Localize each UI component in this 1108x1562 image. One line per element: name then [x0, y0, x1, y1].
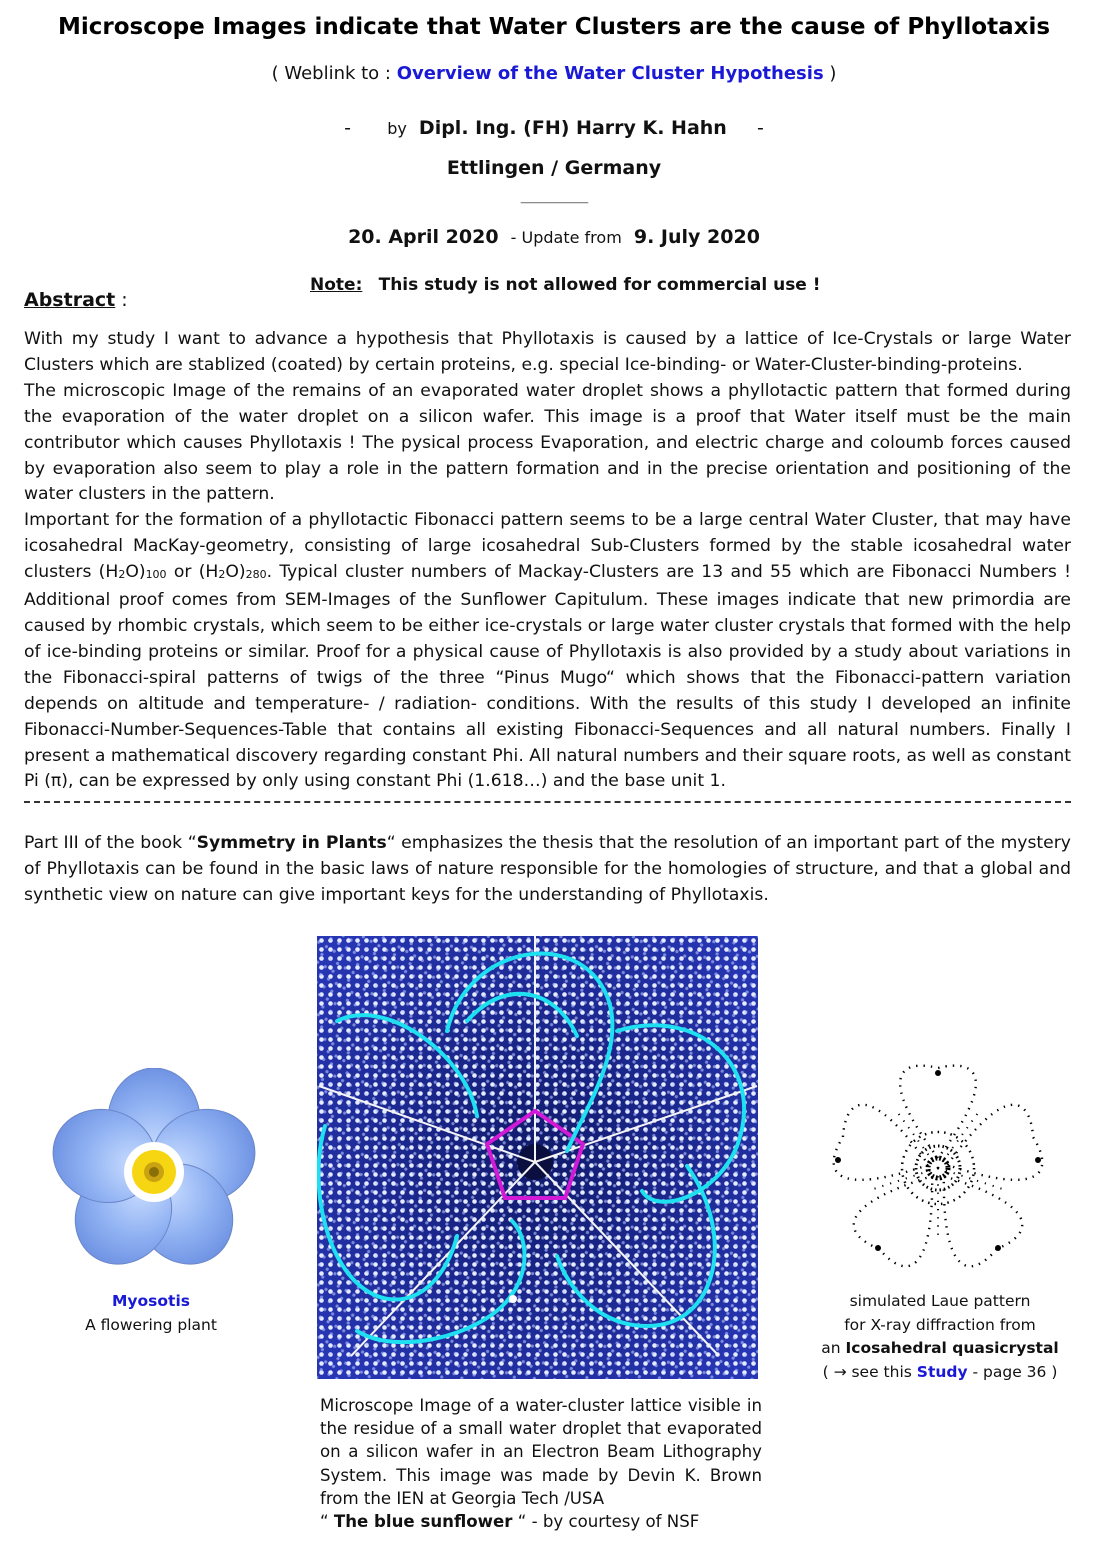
update-date: 9. July 2020: [633, 226, 760, 248]
note-label: Note:: [310, 275, 363, 295]
abstract-colon: :: [115, 289, 128, 311]
abstract-title: Abstract: [24, 289, 116, 311]
laue-line-2: for X-ray diffraction from: [844, 1315, 1036, 1334]
by-label: by: [387, 119, 407, 138]
author-line: [0, 117, 1108, 139]
publish-date: 20. April 2020: [348, 226, 499, 248]
blue-sunflower-caption: [320, 1394, 762, 1533]
myosotis-flower-image: [50, 1068, 258, 1276]
book-title: Symmetry in Plants: [196, 833, 387, 853]
abstract-paragraph-3: Important for the formation of a phyllotactic Fibonacci pattern seems to be a large central Water Cluster, that may have icosahedral MacKay-geometry, consisting of large icosahedral Sub-Clusters formed by the stable icosahedral water clusters $(H_2O)_{100}$ or $(H_2O)_{280}$. Typical cluster numbers of Mackay-Clusters are 13 and 55 which are Fibonacci Numbers ! Additional proof comes from SEM-Images of the Sunflower Capitulum. These images indicate that new primordia are caused by rhombic crystals, which seem to be either ice-crystals or large water cluster crystals that formed with the help of ice-binding proteins or similar. Proof for a physical cause of Phyllotaxis is also provided by a study about variations in the Fibonacci-spiral patterns of twigs of the three “Pinus Mugo“ which shows that the Fibonacci-pattern variation depends on altitude and temperature- / radiation- conditions. With the results of this study I developed an infinite Fibonacci-Number-Sequences-Table that contains all existing Fibonacci-Sequences and all natural numbers. Finally I present a mathematical discovery regarding constant Phi. All natural numbers and their square roots, as well as constant Pi (π), can be expressed by only using constant Phi (1.618…) and the base unit 1.: [24, 510, 1072, 792]
myosotis-name: Myosotis: [112, 1292, 190, 1310]
myosotis-desc: A flowering plant: [85, 1315, 217, 1334]
laue-line-4: ( → see this Study - page 36 ): [822, 1362, 1058, 1381]
study-link[interactable]: Study: [916, 1362, 968, 1381]
note-text: This study is not allowed for commercial use !: [378, 275, 821, 295]
laue-line-1: simulated Laue pattern: [849, 1292, 1031, 1310]
dash-left: -: [344, 117, 351, 139]
myosotis-caption: [40, 1290, 262, 1337]
abstract-body: [24, 327, 1071, 795]
caption-main-text: Microscope Image of a water-cluster lattice visible in the residue of a small water droplet that evaporated on a silicon wafer in an Electron Beam Lithography System. This image was made by Devin K. Brown from the IEN at Georgia Tech /USA: [320, 1396, 762, 1508]
abstract-heading: [24, 289, 128, 311]
part3-paragraph: Part III of the book “Symmetry in Plants“ emphasizes the thesis that the resolution of an important part of the mystery of Phyllotaxis can be found in the basic laws of nature responsible for the homologies of structure, and that a global and synthetic view on nature can give important keys for the understanding of Phyllotaxis.: [24, 833, 1071, 905]
page-title: Microscope Images indicate that Water Clusters are the cause of Phyllotaxis: [57, 14, 1051, 40]
laue-line-3: an Icosahedral quasicrystal: [821, 1339, 1059, 1357]
author-location: Ettlingen / Germany: [446, 157, 662, 179]
icosahedral-quasicrystal-label: Icosahedral quasicrystal: [845, 1339, 1059, 1357]
note-line: [310, 275, 821, 295]
laue-pattern-image: [818, 1062, 1058, 1274]
abstract-paragraph-2: The microscopic Image of the remains of an evaporated water droplet shows a phyllotactic pattern that formed during the evaporation of the water droplet on a silicon wafer. This image is a proof that Water itself must be the main contributor which causes Phyllotaxis ! The pysical process Evaporation, and electric charge and coloumb forces caused by evaporation also seem to play a role in the pattern formation and in the precise orientation and positioning of the water clusters in the pattern.: [24, 380, 1071, 505]
laue-caption: [800, 1290, 1080, 1384]
blue-sunflower-microscope-image: [317, 936, 758, 1379]
caption-quote-title: The blue sunflower: [333, 1512, 513, 1532]
abstract-paragraph-1: With my study I want to advance a hypothesis that Phyllotaxis is caused by a lattice of Ice-Crystals or large Water Clusters which are stablized (coated) by certain proteins, e.g. special Ice-binding- or Water-Cluster-binding-proteins.: [24, 329, 1071, 375]
update-label: - Update from: [510, 228, 622, 247]
weblink-line: [0, 63, 1108, 84]
section-divider: [24, 801, 1071, 803]
weblink-prefix: ( Weblink to :: [271, 63, 391, 84]
caption-credit-line: “ The blue sunflower “ - by courtesy of NSF: [320, 1512, 700, 1532]
weblink-link[interactable]: Overview of the Water Cluster Hypothesis: [396, 63, 824, 84]
date-line: [0, 226, 1108, 248]
weblink-suffix: ): [829, 63, 837, 84]
dash-right: -: [757, 117, 764, 139]
header-separator: ------------------------------: [520, 198, 588, 208]
author-name: Dipl. Ing. (FH) Harry K. Hahn: [418, 117, 727, 139]
